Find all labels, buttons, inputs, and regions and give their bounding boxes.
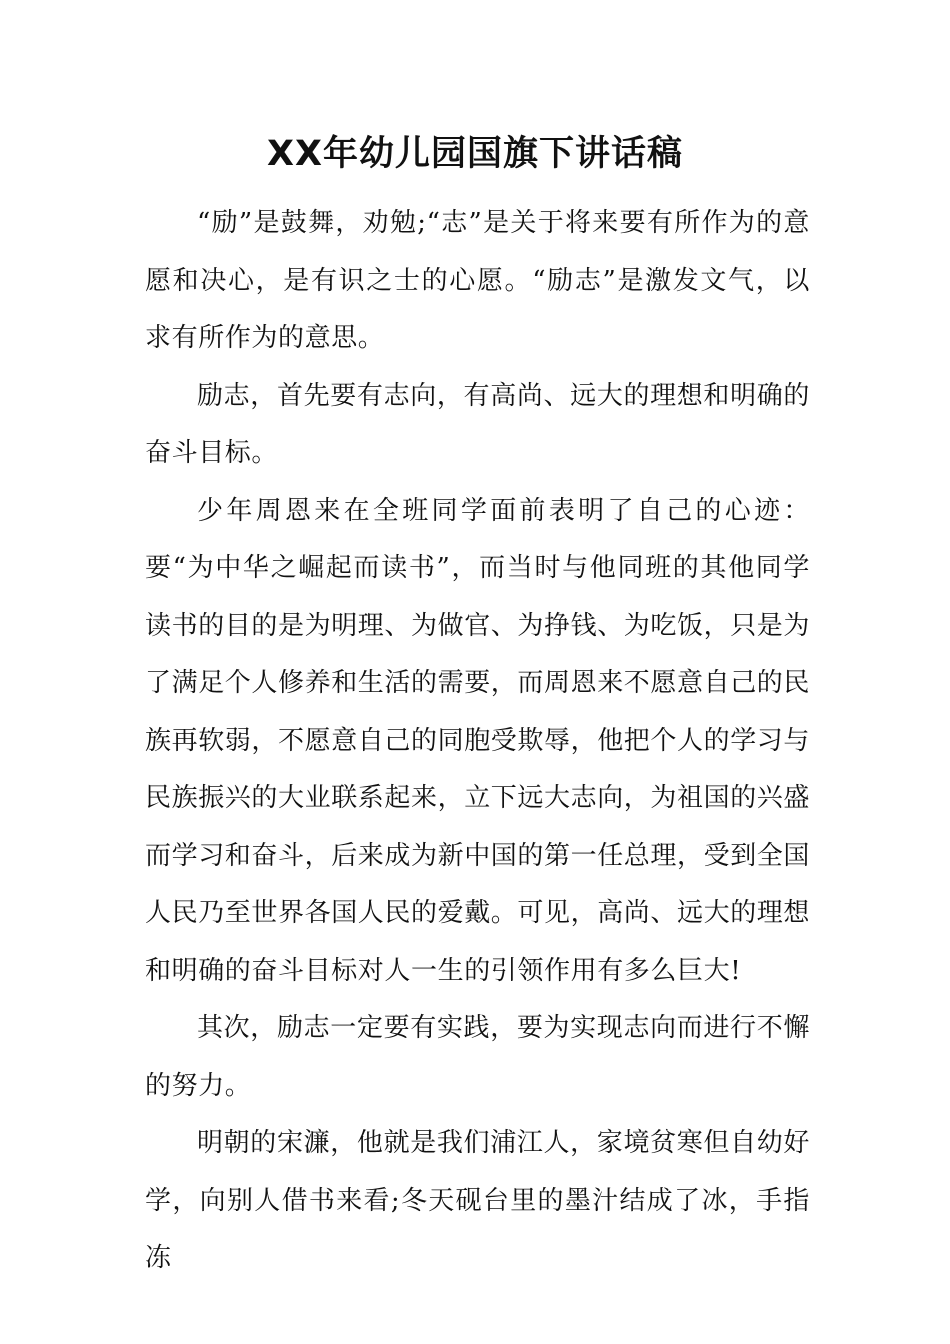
paragraph-2: 励志，首先要有志向，有高尚、远大的理想和明确的奋斗目标。 xyxy=(145,380,810,468)
paragraph-5: 明朝的宋濂，他就是我们浦江人，家境贫寒但自幼好学，向别人借书来看;冬天砚台里的墨汁结成了冰，手指冻 xyxy=(145,1128,810,1273)
document-body xyxy=(145,195,810,1288)
document-title: XX年幼儿园国旗下讲话稿 xyxy=(267,134,683,174)
paragraph-1: “励”是鼓舞，劝勉;“志”是关于将来要有所作为的意愿和决心，是有识之士的心愿。“励志”是激发文气，以求有所作为的意思。 xyxy=(145,208,810,353)
paragraph-4: 其次，励志一定要有实践，要为实现志向而进行不懈的努力。 xyxy=(145,1013,810,1101)
paragraph-3: 少年周恩来在全班同学面前表明了自己的心迹：要“为中华之崛起而读书”，而当时与他同班的其他同学读书的目的是为明理、为做官、为挣钱、为吃饭，只是为了满足个人修养和生活的需要，而周恩来不愿意自己的民族再软弱，不愿意自己的同胞受欺辱，他把个人的学习与民族振兴的大业联系起来，立下远大志向，为祖国的兴盛而学习和奋斗，后来成为新中国的第一任总理，受到全国人民乃至世界各国人民的爱戴。可见，高尚、远大的理想和明确的奋斗目标对人一生的引领作用有多么巨大! xyxy=(145,495,811,986)
